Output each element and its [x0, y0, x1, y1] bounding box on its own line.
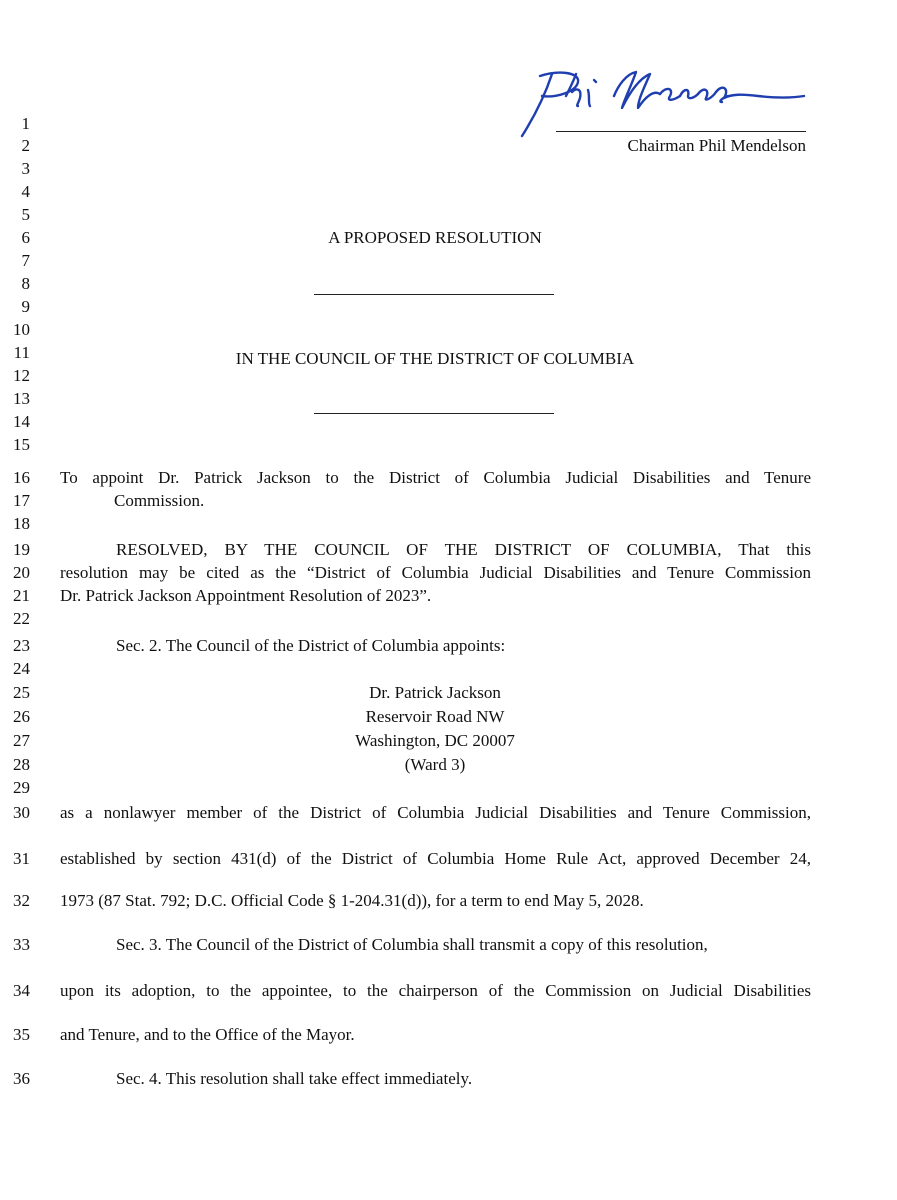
- line-number: 23: [13, 636, 30, 655]
- council-rule: [314, 413, 554, 414]
- sec4-line-1: Sec. 4. This resolution shall take effect immediately.: [116, 1069, 473, 1088]
- appointee-street: Reservoir Road NW: [365, 707, 505, 726]
- line-number: 5: [21, 205, 30, 224]
- line-number: 32: [13, 891, 30, 910]
- signer-name: Chairman Phil Mendelson: [627, 136, 806, 155]
- line-number: 28: [13, 755, 30, 774]
- line-number: 8: [21, 274, 30, 293]
- line-number: 21: [13, 586, 30, 605]
- line-number: 34: [13, 981, 30, 1000]
- line-number: 33: [13, 935, 30, 954]
- line-number: 36: [13, 1069, 30, 1088]
- line-number: 29: [13, 778, 30, 797]
- line-number: 11: [13, 343, 30, 362]
- line-number: 26: [13, 707, 30, 726]
- line-number: 9: [21, 297, 30, 316]
- line-number: 25: [13, 683, 30, 702]
- line-number: 20: [13, 563, 30, 582]
- handwritten-signature: [518, 66, 818, 138]
- line-number: 27: [13, 731, 30, 750]
- purpose-line-2: Commission.: [114, 491, 205, 510]
- purpose-line-1: To appoint Dr. Patrick Jackson to the District of Columbia Judicial Disabilities and Tenure: [60, 468, 811, 487]
- line-number: 1: [21, 114, 30, 133]
- line-number: 15: [13, 435, 30, 454]
- appointee-city: Washington, DC 20007: [355, 731, 515, 750]
- line-number: 18: [13, 514, 30, 533]
- line-number: 24: [13, 659, 30, 678]
- sec2-line-1: as a nonlawyer member of the District of Columbia Judicial Disabilities and Tenure Commission,: [60, 803, 811, 822]
- resolved-line-1: RESOLVED, BY THE COUNCIL OF THE DISTRICT OF COLUMBIA, That this: [116, 540, 811, 559]
- resolved-line-2: resolution may be cited as the “District of Columbia Judicial Disabilities and Tenure Commission: [60, 563, 811, 582]
- document-title: A PROPOSED RESOLUTION: [328, 228, 542, 247]
- line-number: 30: [13, 803, 30, 822]
- line-number: 19: [13, 540, 30, 559]
- title-rule: [314, 294, 554, 295]
- line-number: 13: [13, 389, 30, 408]
- line-number: 35: [13, 1025, 30, 1044]
- sec2-intro: Sec. 2. The Council of the District of Columbia appoints:: [116, 636, 506, 655]
- sec2-line-2: established by section 431(d) of the District of Columbia Home Rule Act, approved December 24,: [60, 849, 811, 868]
- line-number: 22: [13, 609, 30, 628]
- sec3-line-2: upon its adoption, to the appointee, to the chairperson of the Commission on Judicial Disabilities: [60, 981, 811, 1000]
- sec3-line-3: and Tenure, and to the Office of the Mayor.: [60, 1025, 355, 1044]
- sec3-line-1: Sec. 3. The Council of the District of Columbia shall transmit a copy of this resolution,: [116, 935, 708, 954]
- line-number: 17: [13, 491, 30, 510]
- line-number: 12: [13, 366, 30, 385]
- appointee-ward: (Ward 3): [404, 755, 466, 774]
- council-heading: IN THE COUNCIL OF THE DISTRICT OF COLUMBIA: [235, 349, 635, 368]
- sec2-line-3: 1973 (87 Stat. 792; D.C. Official Code § 1-204.31(d)), for a term to end May 5, 2028.: [60, 891, 644, 910]
- line-number: 2: [21, 136, 30, 155]
- signature-line: [556, 131, 806, 132]
- resolved-line-3: Dr. Patrick Jackson Appointment Resolution of 2023”.: [60, 586, 432, 605]
- line-number: 4: [21, 182, 30, 201]
- line-number: 14: [13, 412, 30, 431]
- line-number: 16: [13, 468, 30, 487]
- line-number: 31: [13, 849, 30, 868]
- line-number: 3: [21, 159, 30, 178]
- line-number: 6: [21, 228, 30, 247]
- line-number: 10: [13, 320, 30, 339]
- line-number: 7: [21, 251, 30, 270]
- appointee-name: Dr. Patrick Jackson: [369, 683, 501, 702]
